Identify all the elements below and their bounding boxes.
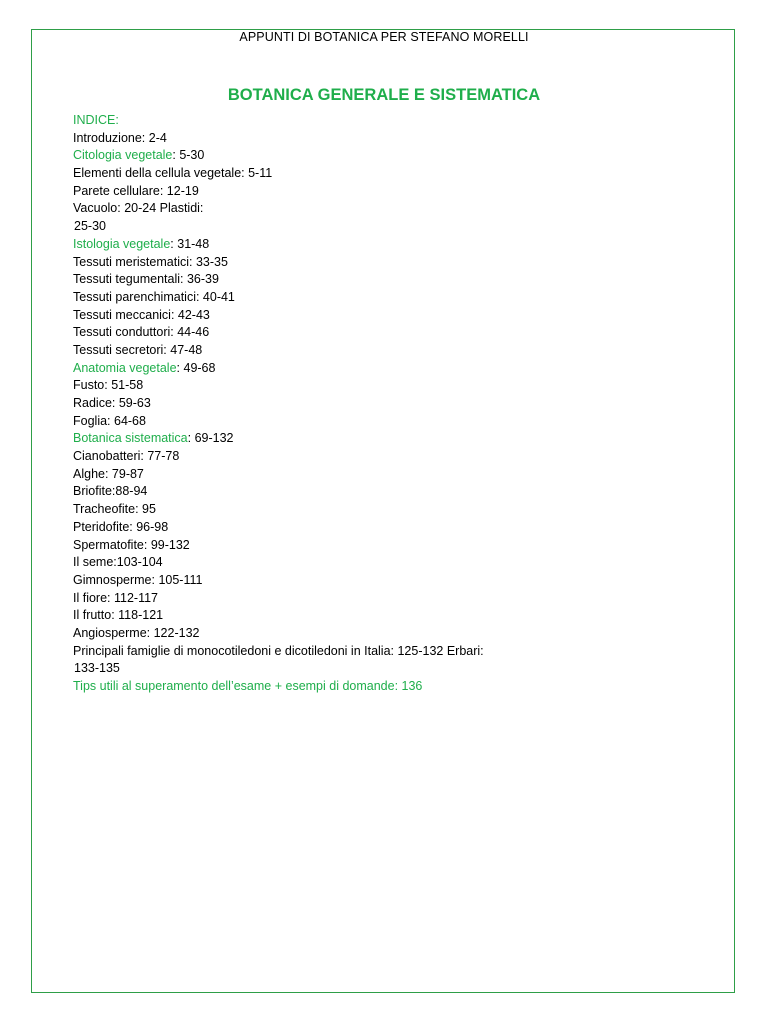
toc-entry: Tracheofite: 95	[73, 502, 156, 517]
toc-entry: Gimnosperme: 105-111	[73, 572, 203, 587]
toc-section-sistematica	[73, 430, 673, 448]
section-label: Anatomia vegetale	[73, 360, 177, 375]
toc-entry: Principali famiglie di monocotiledoni e dicotiledoni in Italia: 125-132 Erbari:	[73, 643, 484, 658]
toc-entry: Tessuti meristematici: 33-35	[73, 254, 228, 269]
section-label: Botanica sistematica	[73, 431, 188, 446]
toc-entry: 25-30	[74, 219, 106, 234]
toc-entry: Fusto: 51-58	[73, 378, 144, 393]
index-heading: INDICE:	[73, 113, 119, 127]
toc-entry: 133-135	[74, 661, 120, 676]
toc-entry: Tessuti tegumentali: 36-39	[73, 272, 219, 287]
toc-entry: Il fiore: 112-117	[73, 590, 159, 605]
toc-entry-introduzione: Introduzione: 2-4	[73, 130, 167, 145]
section-label: Citologia vegetale	[73, 148, 173, 163]
header-title: APPUNTI DI BOTANICA PER STEFANO MORELLI	[239, 30, 529, 44]
toc-entry: Tessuti secretori: 47-48	[73, 342, 203, 357]
toc-entry: Vacuolo: 20-24 Plastidi:	[73, 201, 204, 216]
toc-entry: Angiosperme: 122-132	[73, 625, 200, 640]
toc-section-citologia	[73, 147, 673, 165]
toc-entry: Il frutto: 118-121	[73, 608, 164, 623]
toc-entry: Tessuti conduttori: 44-46	[73, 325, 210, 340]
table-of-contents	[73, 112, 673, 696]
toc-entry: Tessuti meccanici: 42-43	[73, 307, 210, 322]
section-pages: : 69-132	[187, 431, 234, 446]
section-pages: : 5-30	[172, 148, 205, 163]
toc-entry: Elementi della cellula vegetale: 5-11	[73, 166, 273, 181]
toc-entry-tips: Tips utili al superamento dell’esame + esempi di domande: 136	[73, 679, 423, 693]
toc-entry: Radice: 59-63	[73, 396, 151, 410]
section-pages: : 31-48	[170, 236, 210, 251]
toc-entry: Foglia: 64-68	[73, 413, 146, 428]
toc-entry: Parete cellulare: 12-19	[73, 183, 199, 198]
toc-section-anatomia	[73, 360, 673, 378]
toc-section-istologia	[73, 236, 673, 254]
toc-entry: Tessuti parenchimatici: 40-41	[73, 289, 235, 304]
section-pages: : 49-68	[176, 360, 216, 375]
toc-entry: Pteridofite: 96-98	[73, 519, 169, 534]
toc-entry: Alghe: 79-87	[73, 466, 144, 481]
toc-entry: Briofite:88-94	[73, 484, 148, 499]
toc-entry: Cianobatteri: 77-78	[73, 449, 180, 464]
toc-entry: Spermatofite: 99-132	[73, 537, 190, 552]
toc-entry: Il seme:103-104	[73, 555, 163, 570]
document-title: BOTANICA GENERALE E SISTEMATICA	[227, 86, 541, 104]
section-label: Istologia vegetale	[73, 236, 171, 251]
